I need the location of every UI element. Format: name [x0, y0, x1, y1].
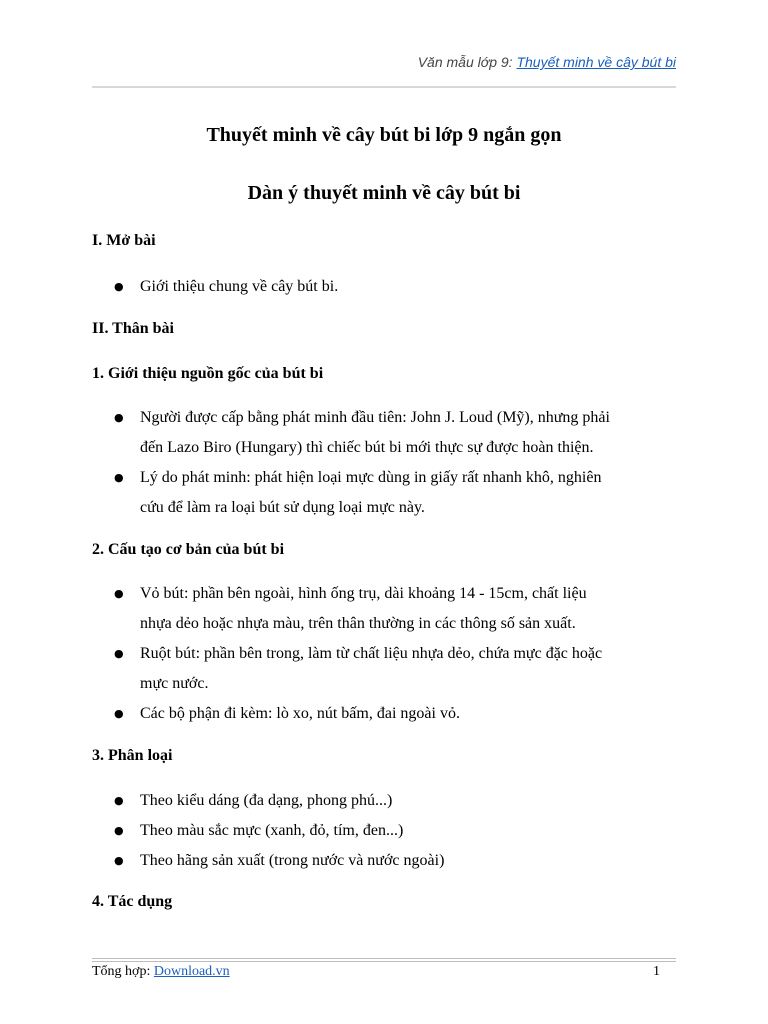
footer-prefix: Tổng hợp: — [92, 964, 151, 979]
list-item-line: Vỏ bút: phần bên ngoài, hình ống trụ, dài khoảng 14 - 15cm, chất liệu — [140, 585, 587, 602]
phan-loai-list — [92, 786, 676, 876]
list-item-line: mực nước. — [140, 675, 209, 692]
part-heading-tac-dung: 4. Tác dụng — [92, 893, 173, 910]
cau-tao-list — [92, 579, 676, 729]
list-item-line: Các bộ phận đi kèm: lò xo, nút bấm, đai ngoài vỏ. — [140, 705, 460, 722]
list-item — [92, 463, 676, 523]
list-item-line: nhựa dẻo hoặc nhựa màu, trên thân thường in các thông số sản xuất. — [140, 615, 576, 632]
part-heading-nguon-goc: 1. Giới thiệu nguồn gốc của bút bi — [92, 365, 324, 382]
header-prefix: Văn mẫu lớp 9: — [417, 54, 513, 70]
list-item — [92, 699, 676, 729]
list-item: ● Giới thiệu chung về cây bút bi. — [92, 272, 676, 302]
part-heading-cau-tao: 2. Cấu tạo cơ bản của bút bi — [92, 541, 285, 558]
list-item-line: Ruột bút: phần bên trong, làm từ chất liệu nhựa dẻo, chứa mực đặc hoặc — [140, 645, 603, 662]
nguon-goc-list — [92, 403, 676, 523]
footer-divider-secondary — [92, 961, 676, 962]
footer-divider — [92, 958, 676, 959]
list-item-line: cứu để làm ra loại bút sử dụng loại mực này. — [140, 499, 425, 516]
section-heading-mo-bai: I. Mở bài — [92, 232, 156, 249]
page-footer — [92, 964, 676, 980]
part-heading-phan-loai: 3. Phân loại — [92, 747, 173, 764]
document-subtitle: Dàn ý thuyết minh về cây bút bi — [247, 182, 521, 204]
list-item — [92, 579, 676, 639]
list-item: ● Theo màu sắc mực (xanh, đỏ, tím, đen...) — [92, 816, 676, 846]
mo-bai-list — [92, 272, 676, 302]
list-item-line: Lý do phát minh: phát hiện loại mực dùng in giấy rất nhanh khô, nghiên — [140, 469, 602, 486]
page-header — [418, 54, 676, 70]
list-item — [92, 639, 676, 699]
page-number: 1 — [653, 964, 660, 979]
list-item-line: đến Lazo Biro (Hungary) thì chiếc bút bi mới thực sự được hoàn thiện. — [140, 439, 594, 456]
list-item: ● Theo kiểu dáng (đa dạng, phong phú...) — [92, 786, 676, 816]
list-item: ● Theo hãng sản xuất (trong nước và nước ngoài) — [92, 846, 676, 876]
list-item-line: Người được cấp bằng phát minh đầu tiên: John J. Loud (Mỹ), nhưng phải — [140, 409, 610, 426]
document-title: Thuyết minh về cây bút bi lớp 9 ngắn gọn — [206, 124, 562, 146]
footer-source-link[interactable]: Download.vn — [153, 964, 230, 979]
header-divider — [92, 86, 676, 88]
header-article-link[interactable]: Thuyết minh về cây bút bi — [516, 54, 676, 70]
list-item — [92, 403, 676, 463]
section-heading-than-bai: II. Thân bài — [92, 320, 174, 337]
